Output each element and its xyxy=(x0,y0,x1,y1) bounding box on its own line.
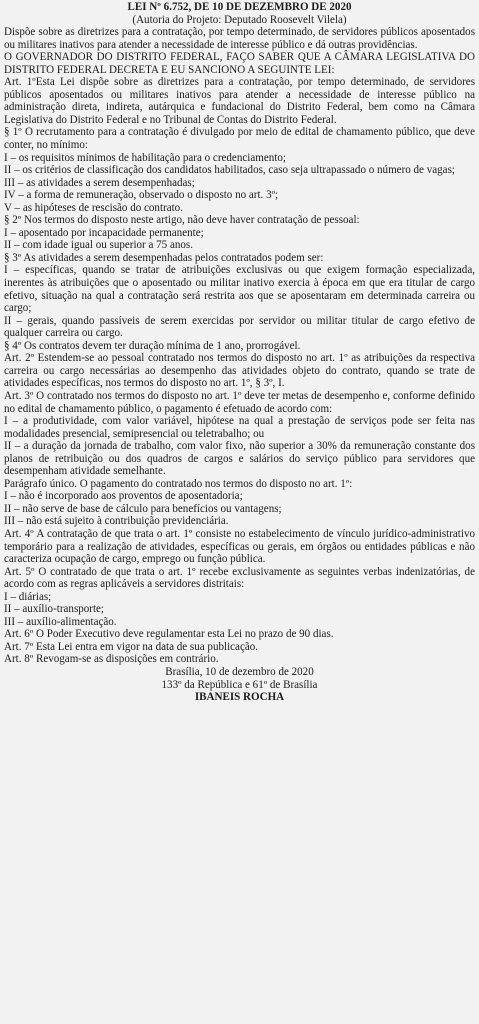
law-paragraph: Art. 4º A contratação de que trata o art. 1º consiste no estabelecimento de vínculo jurídico-administrativo temporário para a realização de atividades, específicas ou gerais, em órgãos ou entidades públicas e não caracteriza ocupação de cargo, emprego ou função pública. xyxy=(4,527,475,566)
law-paragraph: Art. 7º Esta Lei entra em vigor na data de sua publicação. xyxy=(4,640,259,653)
law-title: LEI Nº 6.752, DE 10 DE DEZEMBRO DE 2020 xyxy=(127,1,352,13)
law-paragraph: I – a produtividade, com valor variável, hipótese na qual a prestação de serviços pode ser feita nas modalidades presencial, semipresencial ou teletrabalho; ou xyxy=(4,415,475,440)
law-paragraph: Parágrafo único. O pagamento do contratado nos termos do disposto no art. 1º: xyxy=(4,477,353,490)
law-paragraph: Art. 1ºEsta Lei dispõe sobre as diretrizes para a contratação, por tempo determinado, de servidores públicos aposentados ou militares inativos para atender a necessidade de interesse público na administração direta, indireta, autárquica e fundacional do Distrito Federal, bem como na Câmara Legislativa do Distrito Federal e no Tribunal de Contas do Distrito Federal. xyxy=(4,76,475,126)
law-body xyxy=(4,76,475,666)
law-paragraph: I – os requisitos mínimos de habilitação para o credenciamento; xyxy=(4,151,286,164)
law-paragraph: Art. 6º O Poder Executivo deve regulamentar esta Lei no prazo de 90 dias. xyxy=(4,628,334,641)
law-paragraph: I – diárias; xyxy=(4,590,52,603)
law-paragraph: II – auxílio-transporte; xyxy=(4,603,105,616)
law-paragraph: I – não é incorporado aos proventos de aposentadoria; xyxy=(4,490,243,503)
law-paragraph: I – específicas, quando se tratar de atribuições exclusivas ou que exigem formação especializada, inerentes às atribuições que o aposentado ou militar inativo exercia à época em que era titular de cargo efetivo, situação na qual a contratação será restrita aos que se aposentaram em determinada carreira ou cargo; xyxy=(4,264,475,315)
law-preamble: O GOVERNADOR DO DISTRITO FEDERAL, FAÇO SABER QUE A CÂMARA LEGISLATIVA DO DISTRITO FEDERAL DECRETA E EU SANCIONO A SEGUINTE LEI: xyxy=(4,51,475,76)
law-paragraph: § 2º Nos termos do disposto neste artigo, não deve haver contratação de pessoal: xyxy=(4,214,360,227)
law-paragraph: Art. 2º Estendem-se ao pessoal contratado nos termos do disposto no art. 1º as atribuições da respectiva carreira ou cargo necessárias ao desempenho das atividades objeto do contrato, quando se trate de atividades específicas, nos termos do disposto no art. 1º, § 3º, I. xyxy=(4,352,475,390)
law-paragraph: Art. 8º Revogam-se as disposições em contrário. xyxy=(4,653,219,666)
law-ementa: Dispõe sobre as diretrizes para a contratação, por tempo determinado, de servidores públicos aposentados ou militares inativos para atender a necessidade de interesse público e dá outras providências. xyxy=(4,26,475,51)
law-authorship: (Autoria do Projeto: Deputado Roosevelt Vilela) xyxy=(132,13,347,26)
law-paragraph: Art. 3º O contratado nos termos do disposto no art. 1º deve ter metas de desempenho e, conforme definido no edital de chamamento público, o pagamento é efetuado de acordo com: xyxy=(4,389,475,415)
law-paragraph: III – as atividades a serem desempenhadas; xyxy=(4,176,195,189)
law-paragraph: IV – a forma de remuneração, observado o disposto no art. 3º; xyxy=(4,189,279,202)
law-paragraph: § 1º O recrutamento para a contratação é divulgado por meio de edital de chamamento público, que deve conter, no mínimo: xyxy=(4,126,475,152)
law-paragraph: II – não serve de base de cálculo para benefícios ou vantagens; xyxy=(4,502,282,515)
law-paragraph: II – gerais, quando passíveis de serem exercidas por servidor ou militar titular de cargo efetivo de qualquer carreira ou cargo. xyxy=(4,314,475,340)
signature-name: IBANEIS ROCHA xyxy=(194,691,285,704)
law-paragraph: III – não está sujeito à contribuição previdenciária. xyxy=(4,515,229,528)
law-paragraph: II – os critérios de classificação dos candidatos habilitados, caso seja ultrapassado o número de vagas; xyxy=(4,164,455,177)
closing-republic: 133º da República e 61º de Brasília xyxy=(161,678,318,691)
law-paragraph: § 4º Os contratos devem ter duração mínima de 1 ano, prorrogável. xyxy=(4,339,301,352)
law-paragraph: II – a duração da jornada de trabalho, com valor fixo, não superior a 30% da remuneração constante dos planos de retribuição ou dos quadros de cargos e salários do serviço público para servidores que desempenham atividade semelhante. xyxy=(4,440,475,478)
law-paragraph: § 3º As atividades a serem desempenhadas pelos contratados podem ser: xyxy=(4,251,324,264)
law-paragraph: I – aposentado por incapacidade permanente; xyxy=(4,226,204,239)
law-paragraph: III – auxílio-alimentação. xyxy=(4,615,117,628)
law-paragraph: Art. 5º O contratado de que trata o art. 1º recebe exclusivamente as seguintes verbas indenizatórias, de acordo com as regras aplicáveis a servidores distritais: xyxy=(4,565,475,591)
closing-place-date: Brasília, 10 de dezembro de 2020 xyxy=(165,665,314,678)
law-paragraph: V – as hipóteses de rescisão do contrato. xyxy=(4,201,183,214)
law-paragraph: II – com idade igual ou superior a 75 anos. xyxy=(4,239,193,252)
